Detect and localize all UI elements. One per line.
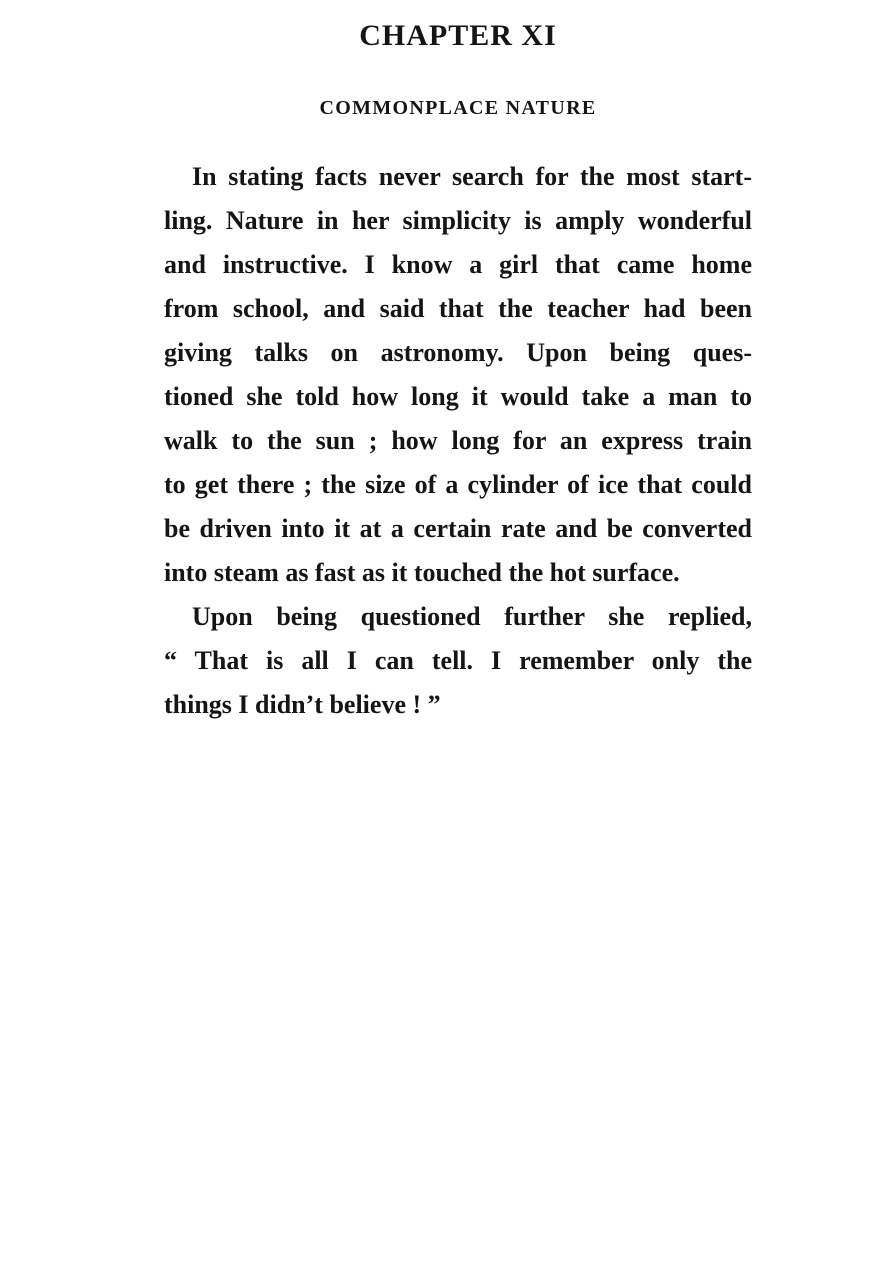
text-line: ling. Nature in her simplicity is amply wonderful <box>164 206 752 235</box>
text-line: walk to the sun ; how long for an express train <box>164 426 752 455</box>
chapter-title: CHAPTER XI <box>359 19 557 52</box>
text-line: Upon being questioned further she replied, <box>192 602 752 631</box>
paragraph-2 <box>164 595 752 727</box>
text-line: things I didn’t believe ! ” <box>164 690 441 719</box>
text-line: giving talks on astronomy. Upon being ques- <box>164 338 752 367</box>
chapter-body <box>164 155 752 727</box>
text-line: to get there ; the size of a cylinder of ice that could <box>164 470 752 499</box>
chapter-subtitle: COMMONPLACE NATURE <box>319 97 597 119</box>
text-line: into steam as fast as it touched the hot surface. <box>164 558 680 587</box>
text-line: In stating facts never search for the most start- <box>192 162 752 191</box>
text-line: and instructive. I know a girl that came home <box>164 250 752 279</box>
text-line: be driven into it at a certain rate and be converted <box>164 514 752 543</box>
paragraph-1 <box>164 155 752 595</box>
text-line: from school, and said that the teacher had been <box>164 294 752 323</box>
text-line: tioned she told how long it would take a man to <box>164 382 752 411</box>
text-line: “ That is all I can tell. I remember only the <box>164 646 752 675</box>
